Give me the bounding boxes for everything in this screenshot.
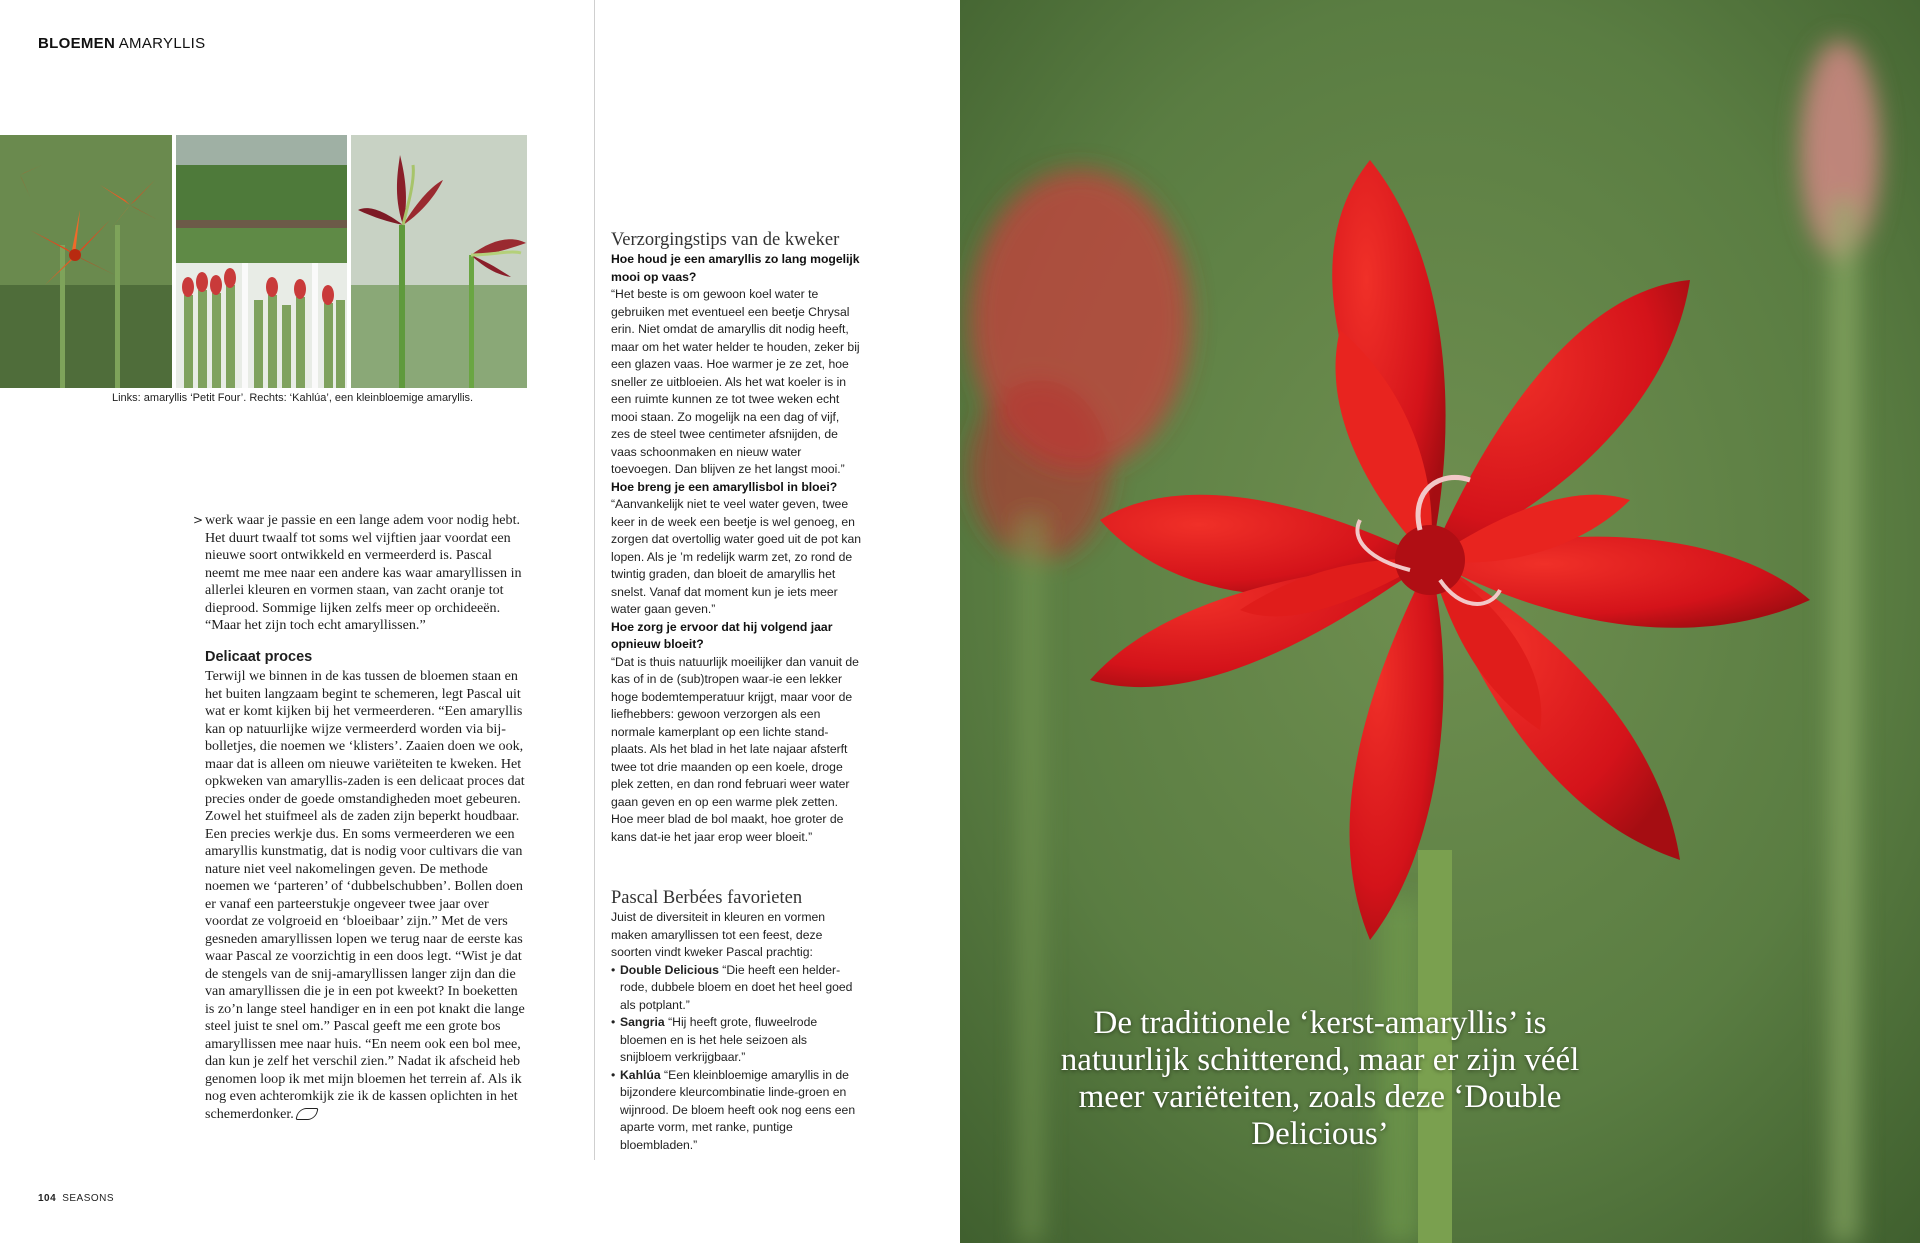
tips-answer: “Het beste is om gewoon koel water te gebruiken met eventueel een beetje Chrysal erin. Niet omdat de amaryllis dit nodig heeft, maar om het water helder te houden, zeker bij een glazen vaas. Hoe warmer je ze zet, hoe sneller ze uitbloeien. Als het wat koeler is in een ruimte kunnen ze tot twee weken echt mooi staan. Zo mogelijk na een dag of vijf, zes de steel twee centimeter afsnijden, de vaas schoonmaken en nieuw water toevoegen. Dan blijven ze het langst mooi.” bbox=[611, 287, 860, 476]
section-label: BLOEMEN bbox=[38, 35, 116, 52]
magazine-name: SEASONS bbox=[62, 1193, 115, 1204]
tips-title: Verzorgingstips van de kweker bbox=[611, 230, 840, 250]
article-body: Terwijl we binnen in de kas tussen de bloemen staan en het buiten langzaam begint te schemeren, legt Pascal uit wat er komt kijken bij het vermeerderen. “Een amaryllis kan op natuurlijke wijze vermeerderd worden via bij-bolletjes, die noemen we ‘klisters’. Zaaien doen we ook, maar dat is alleen om nieuwe variëteiten te kweken. Het opkweken van amaryllis-zaden is een delicaat proces dat precies onder de goede omstandigheden moet gebeuren. Zowel het stuifmeel als de zaden zijn beperkt houdbaar. Een precies werkje dus. En soms vermeerderen we een amaryllis kunstmatig, dat is nodig voor cultivars die van nature niet veel nakomelingen geven. De methode noemen we ‘parteren’ of ‘dubbelschubben’. Bollen doen er vanaf een parteerstukje ongeveer twee jaar over voordat ze volgroeid en ‘bloeibaar’ zijn.” Met de vers gesneden amaryllissen lopen we terug naar de eerste kas waar Pascal ze voorzichtig in een doos legt. “Wist je dat de stengels van de snij-amaryllissen langer zijn dan die van amaryllissen die je in een pot kweekt? In boeketten is zo’n lange steel handiger en in een pot knakt die lange steel juist te snel om.” Pascal geeft me een grote bos amaryllissen mee naar huis. “En neem ook een bol mee, dan kun je zelf het verschil zien.” Nadat ik afscheid heb genomen loop ik met mijn bloemen het terrein af. Als ik nog even achteromkijk zie ik de kassen oplichten in het schemerdonker. bbox=[205, 668, 525, 1122]
article-intro: werk waar je passie en een lange adem voor nodig hebt. Het duurt twaalf tot soms wel vijftien jaar voordat een nieuwe soort ontwikkeld en vermeerderd is. Pascal neemt me mee naar een andere kas waar amaryllissen in allerlei kleuren en vormen staan, van zacht oranje tot dieprood. Sommige lijken zelfs meer op orchideeën. “Maar het zijn toch echt amaryllissen.” bbox=[205, 512, 522, 633]
end-mark-icon bbox=[295, 1108, 318, 1120]
pull-quote: De traditionele ‘kerst-amaryllis’ is natuurlijk schitterend, maar er zijn véél meer variëteiten, zoals deze ‘Double Delicious’ bbox=[1060, 1005, 1580, 1152]
tips-question: Hoe breng je een amaryllisbol in bloei? bbox=[611, 479, 838, 494]
tips-answer: “Dat is thuis natuurlijk moeilijker dan vanuit de kas of in de (sub)tropen waar-ie een lekker hoge bodemtemperatuur krijgt, maar voor de liefhebbers: gewoon verzorgen als een normale kamerplant op een lichte stand-plaats. Als het blad in het late najaar afsterft twee tot drie maanden op een koele, droge plek zetten, en dan rond februari weer water gaan geven en op een warme plek zetten. Hoe meer blad de bol maakt, hoe groter de kans dat-ie het jaar erop weer bloeit.” bbox=[611, 654, 859, 844]
photo-greenhouse bbox=[176, 135, 347, 388]
article-subhead: Delicaat proces bbox=[205, 648, 313, 665]
list-item: • Sangria “Hij heeft grote, fluweelrode bloemen en is het hele seizoen als snijbloem verkrijgbaar.” bbox=[611, 1014, 861, 1067]
favorites-intro: Juist de diversiteit in kleuren en vormen maken amaryllissen tot een feest, deze soorten vindt kweker Pascal prachtig: bbox=[611, 910, 826, 959]
article-column bbox=[193, 512, 527, 1123]
list-item: • Double Delicious “Die heeft een helder-rode, dubbele bloem en doet het heel goed als potplant.” bbox=[611, 962, 861, 1015]
page-number: 104 bbox=[38, 1193, 57, 1204]
continuation-arrow-icon: > bbox=[193, 513, 204, 527]
tips-answer: “Aanvankelijk niet te veel water geven, twee keer in de week een beetje is wel genoeg, en zorgen dat overtollig water goed uit de pot kan lopen. Als je ’m redelijk warm zet, zo rond de twintig graden, dan bloeit de amaryllis het snelst. Vanaf dat moment kun je iets meer water gaan geven.” bbox=[611, 497, 862, 616]
photo-caption: Links: amaryllis ‘Petit Four’. Rechts: ‘Kahlúa’, een kleinbloemige amaryllis. bbox=[112, 392, 474, 404]
list-item: • Kahlúa “Een kleinbloemige amaryllis in de bijzondere kleurcombinatie linde-groen en wijnrood. De bloem heeft ook nog eens een aparte vorm, met ranke, puntige bloembladen.” bbox=[611, 1067, 861, 1155]
topic-label: AMARYLLIS bbox=[118, 35, 206, 52]
favorites-list bbox=[611, 962, 861, 1155]
favorites-title: Pascal Berbées favorieten bbox=[611, 888, 803, 908]
sidebar-column bbox=[611, 229, 861, 1154]
column-divider bbox=[594, 0, 595, 1160]
page-footer bbox=[38, 1193, 114, 1204]
section-header bbox=[38, 35, 205, 52]
tips-question: Hoe houd je een amaryllis zo lang mogelijk mooi op vaas? bbox=[611, 252, 860, 284]
photo-kahlua bbox=[351, 135, 527, 388]
tips-question: Hoe zorg je ervoor dat hij volgend jaar opnieuw bloeit? bbox=[611, 619, 833, 651]
photo-petit-four bbox=[0, 135, 172, 388]
